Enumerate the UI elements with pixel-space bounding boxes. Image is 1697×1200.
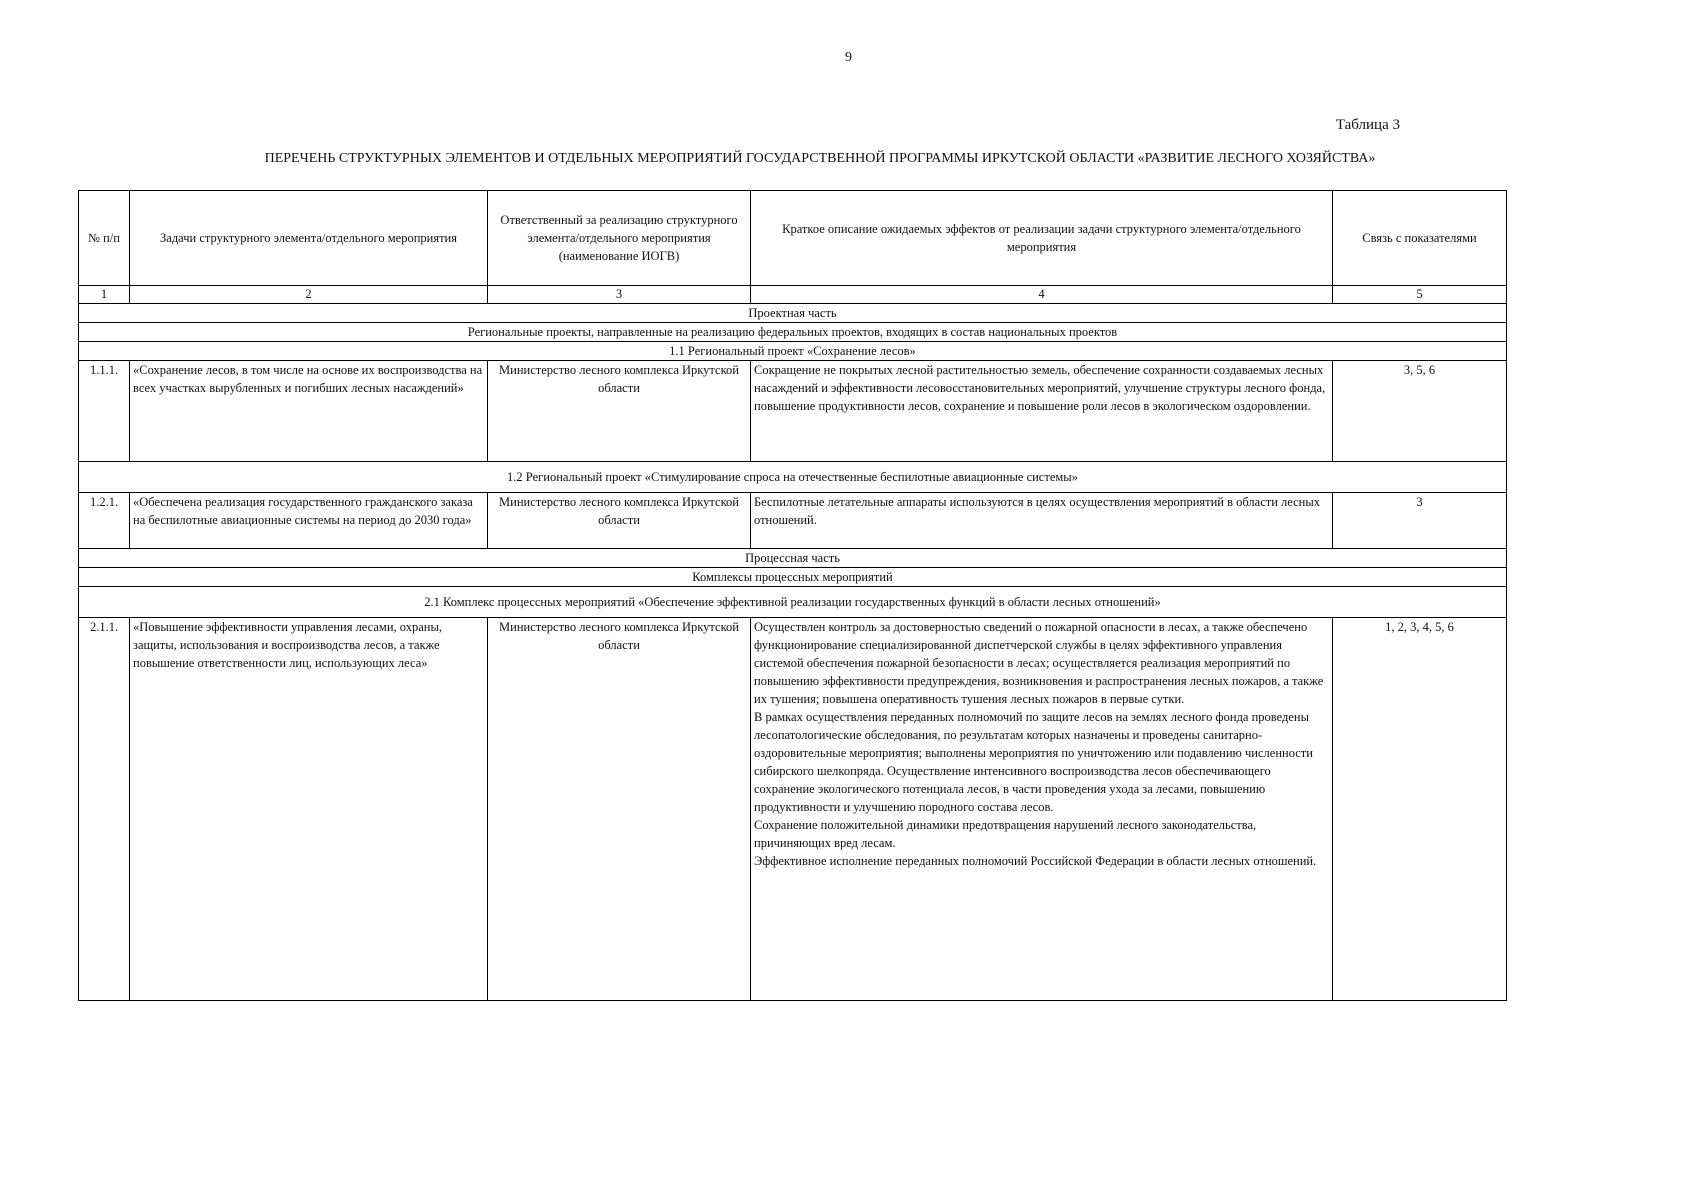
row-effects: Беспилотные летательные аппараты используются в целях осуществления мероприятий в области лесных отношений.: [751, 493, 1333, 549]
section-row: [79, 323, 1507, 342]
row-task: «Обеспечена реализация государственного гражданского заказа на беспилотные авиационные системы на период до 2030 года»: [130, 493, 488, 549]
column-number: 4: [751, 286, 1333, 304]
header-cell-task: Задачи структурного элемента/отдельного мероприятия: [130, 191, 488, 286]
header-cell-effects: Краткое описание ожидаемых эффектов от реализации задачи структурного элемента/отдельного мероприятия: [751, 191, 1333, 286]
header-cell-indicators: Связь с показателями: [1333, 191, 1507, 286]
row-effects: Сокращение не покрытых лесной растительностью земель, обеспечение сохранности создаваемых лесных насаждений и эффективности лесовосстановительных мероприятий, улучшение структуры лесного фонда, повышение продуктивности лесов, сохранение и повышение роли лесов в экологическом оздоровлении.: [751, 361, 1333, 462]
row-responsible: Министерство лесного комплекса Иркутской области: [488, 618, 751, 1001]
measures-table: [78, 190, 1507, 1001]
table-row: [79, 618, 1507, 1001]
page-number: 9: [845, 50, 852, 65]
table-row: [79, 493, 1507, 549]
section-row: [79, 587, 1507, 618]
row-indicators: 3: [1333, 493, 1507, 549]
section-complex-2-1: 2.1 Комплекс процессных мероприятий «Обеспечение эффективной реализации государственных функций в области лесных отношений»: [79, 587, 1507, 618]
row-task: «Повышение эффективности управления лесами, охраны, защиты, использования и воспроизводства лесов, а также повышение ответственности лиц, использующих леса»: [130, 618, 488, 1001]
header-cell-responsible: Ответственный за реализацию структурного элемента/отдельного мероприятия (наименование ИОГВ): [488, 191, 751, 286]
row-number: 2.1.1.: [79, 618, 130, 1001]
effects-paragraph: Сохранение положительной динамики предотвращения нарушений лесного законодательства, причиняющих вред лесам.: [754, 818, 1257, 850]
section-row: [79, 342, 1507, 361]
section-project-part: Проектная часть: [79, 304, 1507, 323]
row-responsible: Министерство лесного комплекса Иркутской области: [488, 361, 751, 462]
section-project-1-2: 1.2 Региональный проект «Стимулирование спроса на отечественные беспилотные авиационные системы»: [79, 462, 1507, 493]
section-process-part: Процессная часть: [79, 549, 1507, 568]
effects-paragraph: Эффективное исполнение переданных полномочий Российской Федерации в области лесных отношений.: [754, 854, 1317, 868]
header-cell-number: № п/п: [79, 191, 130, 286]
row-task: «Сохранение лесов, в том числе на основе их воспроизводства на всех участках вырубленных и погибших лесных насаждений»: [130, 361, 488, 462]
column-number: 2: [130, 286, 488, 304]
row-responsible: Министерство лесного комплекса Иркутской области: [488, 493, 751, 549]
section-row: [79, 549, 1507, 568]
column-number: 5: [1333, 286, 1507, 304]
column-number: 3: [488, 286, 751, 304]
row-number: 1.2.1.: [79, 493, 130, 549]
section-project-1-1: 1.1 Региональный проект «Сохранение лесов»: [79, 342, 1507, 361]
effects-paragraph: Осуществлен контроль за достоверностью сведений о пожарной опасности в лесах, а также обеспечено функционирование специализированной диспетчерской службы в целях эффективного управления системой обеспечения пожарной безопасности в лесах; осуществляется реализация мероприятий по повышению эффективности предупреждения, возникновения и распространения лесных пожаров, а также их тушения; повышена оперативность тушения лесных пожаров в первые сутки.: [754, 620, 1324, 706]
row-effects: [751, 618, 1333, 1001]
column-number-row: [79, 286, 1507, 304]
header-row: [79, 191, 1507, 286]
column-number: 1: [79, 286, 130, 304]
table-row: [79, 361, 1507, 462]
section-row: [79, 568, 1507, 587]
row-indicators: 1, 2, 3, 4, 5, 6: [1333, 618, 1507, 1001]
section-regional-projects: Региональные проекты, направленные на реализацию федеральных проектов, входящих в состав национальных проектов: [79, 323, 1507, 342]
section-row: [79, 462, 1507, 493]
document-title: ПЕРЕЧЕНЬ СТРУКТУРНЫХ ЭЛЕМЕНТОВ И ОТДЕЛЬНЫХ МЕРОПРИЯТИЙ ГОСУДАРСТВЕННОЙ ПРОГРАММЫ ИРКУТСКОЙ ОБЛАСТИ «РАЗВИТИЕ ЛЕСНОГО ХОЗЯЙСТВА»: [264, 151, 1376, 166]
section-row: [79, 304, 1507, 323]
table-label: Таблица 3: [1335, 117, 1400, 133]
row-indicators: 3, 5, 6: [1333, 361, 1507, 462]
effects-paragraph: В рамках осуществления переданных полномочий по защите лесов на землях лесного фонда проведены лесопатологические обследования, по результатам которых назначены и проведены санитарно-оздоровительные мероприятия; выполнены мероприятия по уничтожению или подавлению численности сибирского шелкопряда. Осуществление интенсивного воспроизводства лесов обеспечивающего сохранение экологического потенциала лесов, в части проведения ухода за лесами, повышению продуктивности и улучшению породного состава лесов.: [754, 710, 1313, 814]
row-number: 1.1.1.: [79, 361, 130, 462]
section-process-complexes: Комплексы процессных мероприятий: [79, 568, 1507, 587]
